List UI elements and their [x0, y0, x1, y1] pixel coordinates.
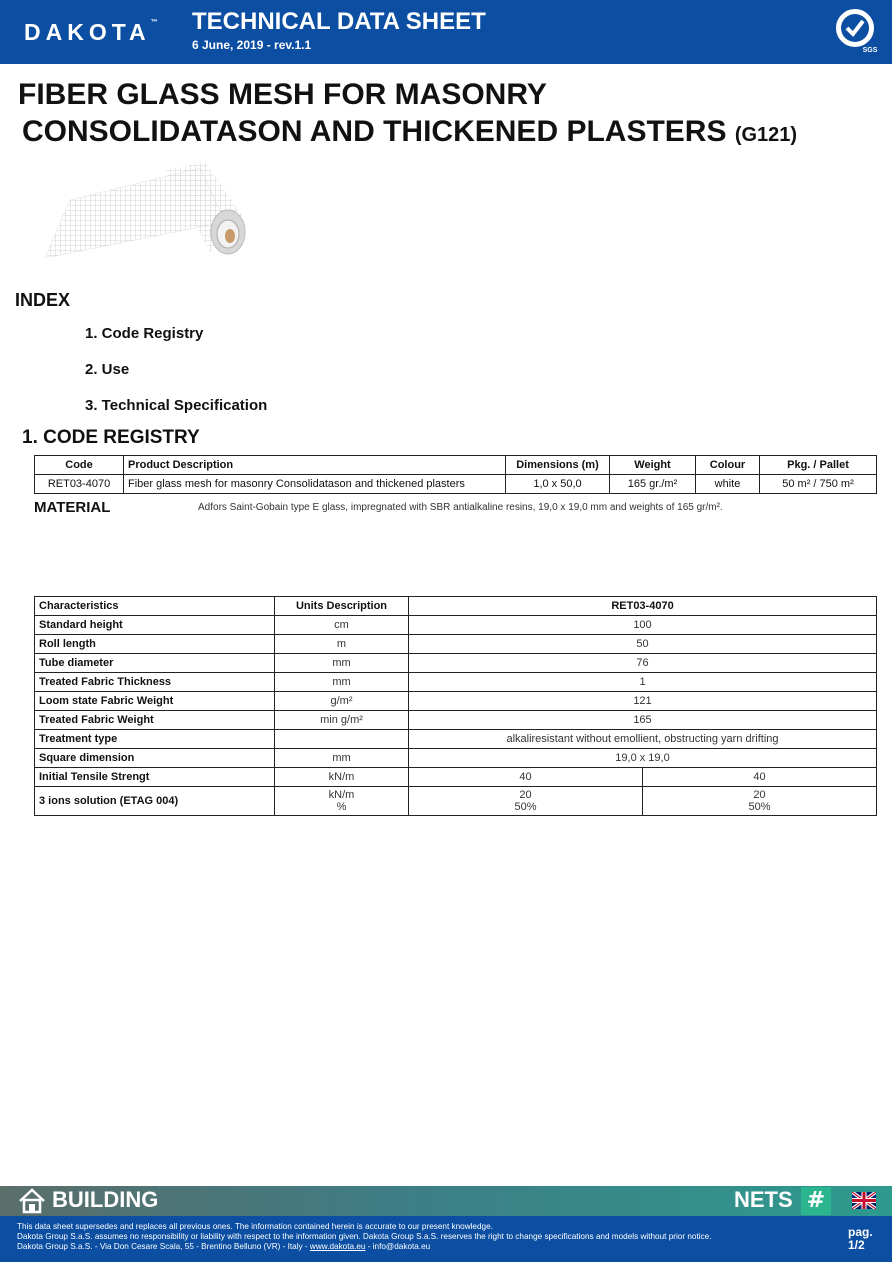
col-header: Product Description	[124, 456, 506, 475]
mesh-roll-image	[40, 160, 250, 268]
material-label: MATERIAL	[34, 499, 111, 516]
row-value: 50	[409, 635, 877, 654]
row-value: 19,0 x 19,0	[409, 749, 877, 768]
table-row	[35, 711, 877, 730]
row-label: Standard height	[35, 616, 275, 635]
row-unit: kN/m	[275, 768, 409, 787]
sgs-label: SGS	[862, 47, 878, 54]
row-unit: mm	[275, 673, 409, 692]
row-label: 3 ions solution (ETAG 004)	[35, 787, 275, 816]
row-unit	[275, 730, 409, 749]
page-number: pag. 1/2	[848, 1225, 873, 1252]
col-header: Units Description	[275, 597, 409, 616]
code-registry-heading: 1. CODE REGISTRY	[22, 427, 200, 448]
company-address: Dakota Group S.a.S. - Via Don Cesare Scala, 55 - Brentino Belluno (VR) - Italy - www.dakota.eu - info@dakota.eu	[17, 1242, 431, 1251]
table-header-row	[35, 597, 877, 616]
house-icon	[18, 1188, 46, 1214]
row-unit: mm	[275, 654, 409, 673]
index-heading: INDEX	[15, 290, 71, 310]
material-description: Adfors Saint-Gobain type E glass, impregnated with SBR antialkaline resins, 19,0 x 19,0 mm and weights of 165 gr/m².	[198, 502, 723, 513]
table-row	[35, 768, 877, 787]
uk-flag-icon	[852, 1192, 876, 1209]
table-row	[35, 730, 877, 749]
row-value: alkaliresistant without emollient, obstructing yarn drifting	[409, 730, 877, 749]
col-header: Code	[35, 456, 124, 475]
row-label: Initial Tensile Strengt	[35, 768, 275, 787]
col-header: Pkg. / Pallet	[760, 456, 877, 475]
product-title-line1: FIBER GLASS MESH FOR MASONRY	[18, 78, 547, 111]
index-item-technical-specification: 3. Technical Specification	[85, 397, 268, 414]
table-cell: 165 gr./m²	[610, 475, 696, 494]
table-header-row	[35, 456, 877, 475]
row-unit: mm	[275, 749, 409, 768]
row-unit: g/m²	[275, 692, 409, 711]
row-label: Treated Fabric Thickness	[35, 673, 275, 692]
row-label: Square dimension	[35, 749, 275, 768]
disclaimer-line1: This data sheet supersedes and replaces all previous ones. The information contained herein is accurate to our present knowledge.	[17, 1222, 493, 1231]
row-value: 76	[409, 654, 877, 673]
product-code: (G121)	[734, 124, 798, 146]
row-value: 20 50%	[409, 787, 643, 816]
table-cell: Fiber glass mesh for masonry Consolidatason and thickened plasters	[124, 475, 506, 494]
col-header: Dimensions (m)	[506, 456, 610, 475]
row-value: 40	[643, 768, 877, 787]
table-row	[35, 635, 877, 654]
table-cell: RET03-4070	[35, 475, 124, 494]
col-header: Weight	[610, 456, 696, 475]
col-header: RET03-4070	[409, 597, 877, 616]
row-value: 20 50%	[643, 787, 877, 816]
table-row	[35, 787, 877, 816]
table-cell: 1,0 x 50,0	[506, 475, 610, 494]
dakota-logo: DAKOTA™	[24, 19, 158, 45]
category-nets: NETS	[734, 1187, 793, 1212]
row-unit: m	[275, 635, 409, 654]
sheet-title: TECHNICAL DATA SHEET	[192, 8, 486, 35]
table-row	[35, 475, 877, 494]
table-row	[35, 749, 877, 768]
row-label: Tube diameter	[35, 654, 275, 673]
table-row	[35, 692, 877, 711]
product-title-line2: CONSOLIDATASON AND THICKENED PLASTERS (G121)	[22, 115, 798, 148]
table-row	[35, 673, 877, 692]
row-unit: min g/m²	[275, 711, 409, 730]
code-registry-table	[34, 455, 877, 494]
index-item-use: 2. Use	[85, 361, 130, 378]
col-header: Colour	[696, 456, 760, 475]
row-label: Loom state Fabric Weight	[35, 692, 275, 711]
hash-grid-icon: #	[801, 1187, 831, 1215]
table-cell: 50 m² / 750 m²	[760, 475, 877, 494]
row-unit: kN/m %	[275, 787, 409, 816]
row-label: Treated Fabric Weight	[35, 711, 275, 730]
row-unit: cm	[275, 616, 409, 635]
website-link[interactable]: www.dakota.eu	[309, 1242, 366, 1251]
col-header: Characteristics	[35, 597, 275, 616]
row-label: Roll length	[35, 635, 275, 654]
table-cell: white	[696, 475, 760, 494]
disclaimer-line2: Dakota Group S.a.S. assumes no responsibility or liability with respect to the information given. Dakota Group S.a.S. reserves the right to change specifications and models without prior notice.	[17, 1232, 712, 1241]
technical-spec-table	[34, 596, 877, 816]
row-value: 1	[409, 673, 877, 692]
row-value: 121	[409, 692, 877, 711]
row-value: 40	[409, 768, 643, 787]
sgs-certification-icon	[832, 6, 878, 54]
table-row	[35, 616, 877, 635]
table-row	[35, 654, 877, 673]
index-item-code-registry: 1. Code Registry	[85, 325, 204, 342]
sheet-date: 6 June, 2019 - rev.1.1	[192, 38, 312, 52]
row-value: 165	[409, 711, 877, 730]
category-building: BUILDING	[52, 1187, 159, 1212]
row-value: 100	[409, 616, 877, 635]
row-label: Treatment type	[35, 730, 275, 749]
